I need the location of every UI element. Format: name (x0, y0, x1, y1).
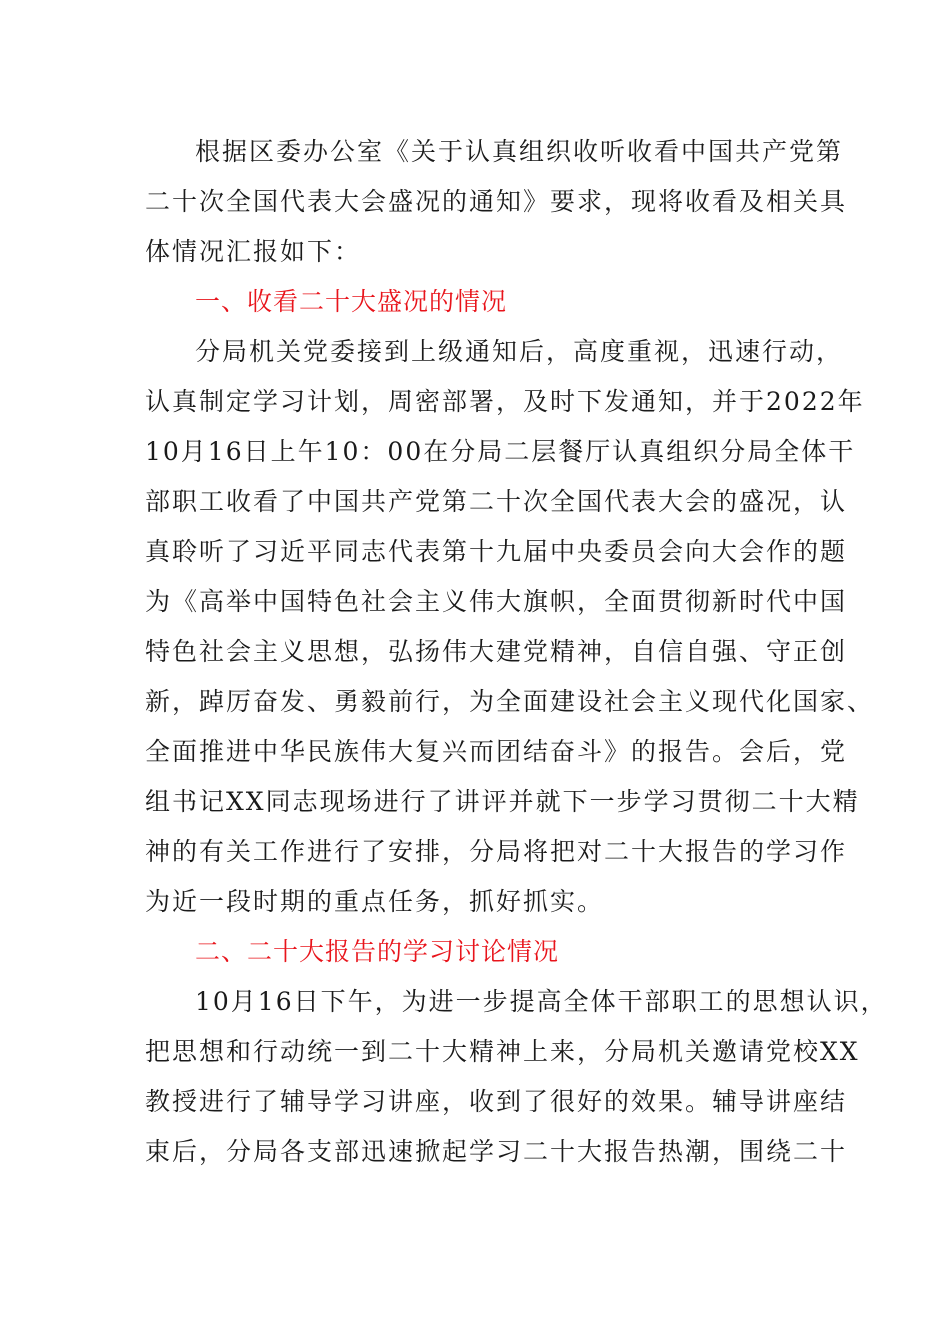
paragraph-2-line-3: 10月16日上午10：00在分局二层餐厅认真组织分局全体干 (145, 437, 856, 466)
paragraph-1-line-1: 根据区委办公室《关于认真组织收听收看中国共产党第 (195, 137, 844, 166)
section-heading-2: 二、二十大报告的学习讨论情况 (195, 937, 560, 966)
paragraph-3-line-1: 10月16日下午，为进一步提高全体干部职工的思想认识， (195, 987, 888, 1016)
section-heading-1: 一、收看二十大盛况的情况 (195, 287, 508, 316)
paragraph-2-line-11: 神的有关工作进行了安排，分局将把对二十大报告的学习作 (145, 837, 848, 866)
paragraph-2-line-9: 全面推进中华民族伟大复兴而团结奋斗》的报告。会后，党 (145, 737, 848, 766)
paragraph-1-line-3: 体情况汇报如下： (145, 237, 362, 266)
paragraph-2-line-2: 认真制定学习计划，周密部署，及时下发通知，并于2022年 (145, 387, 865, 416)
paragraph-2-line-7: 特色社会主义思想，弘扬伟大建党精神，自信自强、守正创 (145, 637, 848, 666)
paragraph-2-line-4: 部职工收看了中国共产党第二十次全国代表大会的盛况，认 (145, 487, 848, 516)
paragraph-3-line-2: 把思想和行动统一到二十大精神上来，分局机关邀请党校XX (145, 1037, 860, 1066)
paragraph-2-line-12: 为近一段时期的重点任务，抓好抓实。 (145, 887, 605, 916)
paragraph-2-line-5: 真聆听了习近平同志代表第十九届中央委员会向大会作的题 (145, 537, 848, 566)
paragraph-2-line-6: 为《高举中国特色社会主义伟大旗帜，全面贯彻新时代中国 (145, 587, 848, 616)
paragraph-3-line-3: 教授进行了辅导学习讲座，收到了很好的效果。辅导讲座结 (145, 1087, 848, 1116)
paragraph-2-line-8: 新，踔厉奋发、勇毅前行，为全面建设社会主义现代化国家、 (145, 687, 875, 716)
paragraph-2-line-1: 分局机关党委接到上级通知后，高度重视，迅速行动， (195, 337, 844, 366)
paragraph-3-line-4: 束后，分局各支部迅速掀起学习二十大报告热潮，围绕二十 (145, 1137, 848, 1166)
paragraph-1-line-2: 二十次全国代表大会盛况的通知》要求，现将收看及相关具 (145, 187, 848, 216)
paragraph-2-line-10: 组书记XX同志现场进行了讲评并就下一步学习贯彻二十大精 (145, 787, 860, 816)
